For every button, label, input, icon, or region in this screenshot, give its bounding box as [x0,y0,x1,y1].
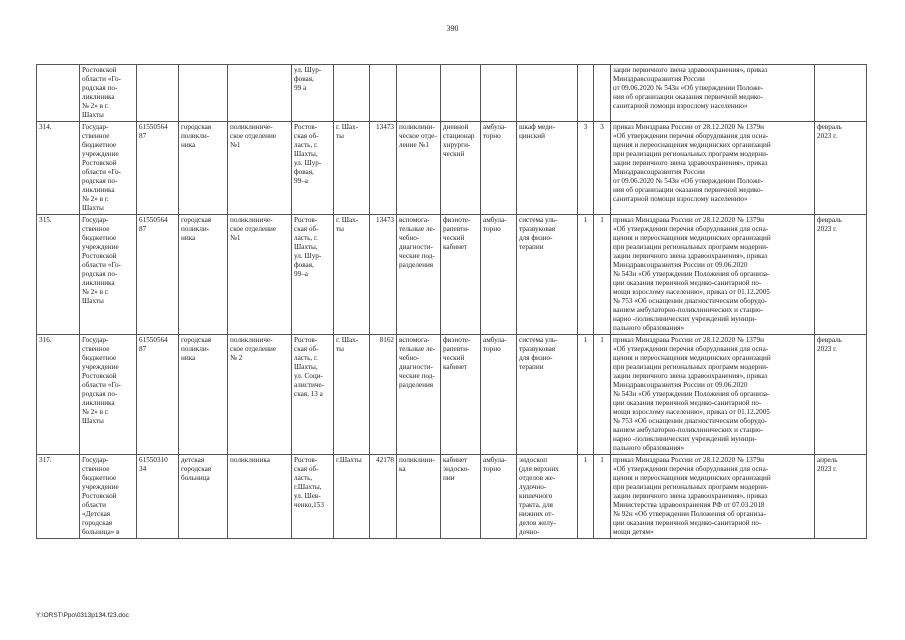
cell-legal-basis: приказ Минздрава России от 28.12.2020 № 1379н «Об утверждении перечня оборудования для осна- щения и переоснащения медицинских организаций при реализации региональных программ модерни- зации первичного звена здравоохранения», приказ Минздравсоцразвития России от 09.06.2020 № 543н «Об утверждении Положе- ния об организации оказания первичной медико- санитарной помощи взрослому населению» [611,122,815,215]
cell-unit [397,65,441,122]
cell-legal-basis: приказ Минздрава России от 28.12.2020 № 1379н «Об утверждении перечня оборудования для осна- щения и переоснащения медицинских организаций при реализации региональных программ модерни- зации первичного звена здравоохранения», приказ Минздравсоцразвития России от 09.06.2020 № 543н «Об утверждении Положения об организа- ции оказания первичной медико-санитарной по- мощи взрослому населению», приказ от 01.12.2005 № 753 «Об оснащении диагностическим оборудо- ванием амбулаторно-поликлинических и стацио- нарно -поликлинических учреждений муници- пального образования» [611,335,815,455]
cell-quantity-2 [594,65,611,122]
table-row [37,215,867,335]
cell-building: городская поликли- ника [179,122,228,215]
cell-quantity-2: 1 [594,335,611,455]
cell-inn: 61550310 34 [137,455,179,539]
cell-city: г.Шахты [334,455,370,539]
cell-address: Ростов- ская об- ласть, г. Шахты, ул. Шур- фовая, 99–а [292,215,334,335]
cell-date: февраль 2023 г. [815,215,867,335]
cell-legal-basis: зации первичного звена здравоохранения», приказ Минздравсоцразвития России от 09.06.2020 № 543н «Об утверждении Положе- ния об организации оказания первичной медико- санитарной помощи взрослому населению» [611,65,815,122]
cell-department: поликлиниче- ское отделение №1 [228,215,292,335]
footer-file-path: Y:\ORST\Ppo\0313p134.f23.doc [36,612,129,619]
cell-care-type [481,65,517,122]
cell-department: поликлиниче- ское отделение №1 [228,122,292,215]
cell-care-type: амбула- торно [481,215,517,335]
cell-quantity-2: 1 [594,455,611,539]
cell-room: физиоте- рапевти- ческий кабинет [441,335,481,455]
cell-unit: поликлини- ческое отде- ление №1 [397,122,441,215]
cell-city: г. Шах- ты [334,122,370,215]
cell-quantity-2: 1 [594,215,611,335]
table-row [37,455,867,539]
cell-care-type: амбула- торно [481,122,517,215]
cell-unit: вспомога- тельные ле- чебно- диагности- ческие под- разделения [397,215,441,335]
cell-unit: вспомога- тельные ле- чебно- диагности- ческие под- разделения [397,335,441,455]
page-number: 390 [446,24,459,33]
cell-address: ул. Шур- фовая, 99 а [292,65,334,122]
cell-institution: Государ- ственное бюджетное учреждение Ростовской области «Го- родская по- ликлиника № 2» в г. Шахты [80,335,137,455]
cell-area: 42178 [370,455,397,539]
cell-city: г. Шах- ты [334,335,370,455]
cell-address: Ростов- ская об- ласть, г. Шахты, ул. Соци- алистиче- ская, 13 а [292,335,334,455]
cell-number [37,65,80,122]
cell-quantity-1 [578,65,594,122]
cell-number: 317. [37,455,80,539]
cell-area [370,65,397,122]
cell-department [228,65,292,122]
cell-area: 13473 [370,122,397,215]
document-table [36,64,867,539]
cell-inn: 61550564 87 [137,215,179,335]
cell-care-type: амбула- торно [481,335,517,455]
cell-equipment: эндоскоп (для верхних отделов же- лудочно- кишечного тракта, для нижних от- делов желу- дочно- [517,455,578,539]
cell-institution: Государ- ственное бюджетное учреждение Ростовской области «Го- родская по- ликлиника № 2» в г. Шахты [80,122,137,215]
cell-city: г. Шах- ты [334,215,370,335]
cell-address: Ростов- ская об- ласть, г. Шахты, ул. Шур- фовая, 99–а [292,122,334,215]
cell-room: кабинет эндоско- пии [441,455,481,539]
cell-quantity-1: 1 [578,215,594,335]
cell-building [179,65,228,122]
cell-room [441,65,481,122]
cell-equipment: шкаф меди- цинский [517,122,578,215]
cell-department: поликлиниче- ское отделение № 2 [228,335,292,455]
cell-quantity-1: 3 [578,122,594,215]
cell-number: 316. [37,335,80,455]
cell-department: поликлиника [228,455,292,539]
cell-unit: поликлини- ка [397,455,441,539]
cell-building: городская поликли- ника [179,215,228,335]
cell-legal-basis: приказ Минздрава России от 28.12.2020 № 1379н «Об утверждении перечня оборудования для осна- щения и переоснащения медицинских организаций при реализации региональных программ модерни- зации первичного звена здравоохранения», приказ Министерства здравоохранения РФ от 07.03.2018 № 92н «Об утверждении Положения об организа- ции оказания первичной медико-санитарной по- мощи детям» [611,455,815,539]
cell-equipment [517,65,578,122]
cell-date: февраль 2023 г. [815,122,867,215]
cell-institution: Государ- ственное бюджетное учреждение Ростовской области «Детская городская больница» в [80,455,137,539]
cell-inn: 61550564 87 [137,122,179,215]
cell-equipment: система уль- тразвуковая для физио- терапии [517,335,578,455]
cell-number: 315. [37,215,80,335]
cell-room: физиоте- рапевти- ческий кабинет [441,215,481,335]
cell-quantity-1: 1 [578,455,594,539]
cell-inn [137,65,179,122]
cell-building: городская поликли- ника [179,335,228,455]
table-row-continuation [37,65,867,122]
cell-building: детская городская больница [179,455,228,539]
cell-number: 314. [37,122,80,215]
cell-address: Ростов- ская об- ласть, г.Шахты, ул. Шев- ченко,153 [292,455,334,539]
cell-institution: Ростовской области «Го- родская по- ликлиника № 2» в г. Шахты [80,65,137,122]
cell-area: 13473 [370,215,397,335]
cell-institution: Государ- ственное бюджетное учреждение Ростовской области «Го- родская по- ликлиника № 2» в г. Шахты [80,215,137,335]
cell-equipment: система уль- тразвуковая для физио- терапии [517,215,578,335]
cell-date [815,65,867,122]
cell-date: февраль 2023 г. [815,335,867,455]
cell-legal-basis: приказ Минздрава России от 28.12.2020 № 1379н «Об утверждении перечня оборудования для осна- щения и переоснащения медицинских организаций при реализации региональных программ модерни- зации первичного звена здравоохранения», приказ Минздравсоцразвития России от 09.06.2020 № 543н «Об утверждении Положения об организа- ции оказания первичной медико-санитарной по- мощи взрослому населению», приказ от 01.12.2005 № 753 «Об оснащении диагностическим оборудо- ванием амбулаторно-поликлинических и стацио- нарно -поликлинических учреждений муници- пального образования» [611,215,815,335]
cell-quantity-1: 1 [578,335,594,455]
cell-care-type: амбула- торно [481,455,517,539]
cell-room: дневной стационар хирурги- ческий [441,122,481,215]
cell-city [334,65,370,122]
table-row [37,122,867,215]
cell-date: апрель 2023 г. [815,455,867,539]
cell-quantity-2: 3 [594,122,611,215]
cell-inn: 61550564 87 [137,335,179,455]
cell-area: 8162 [370,335,397,455]
table-row [37,335,867,455]
